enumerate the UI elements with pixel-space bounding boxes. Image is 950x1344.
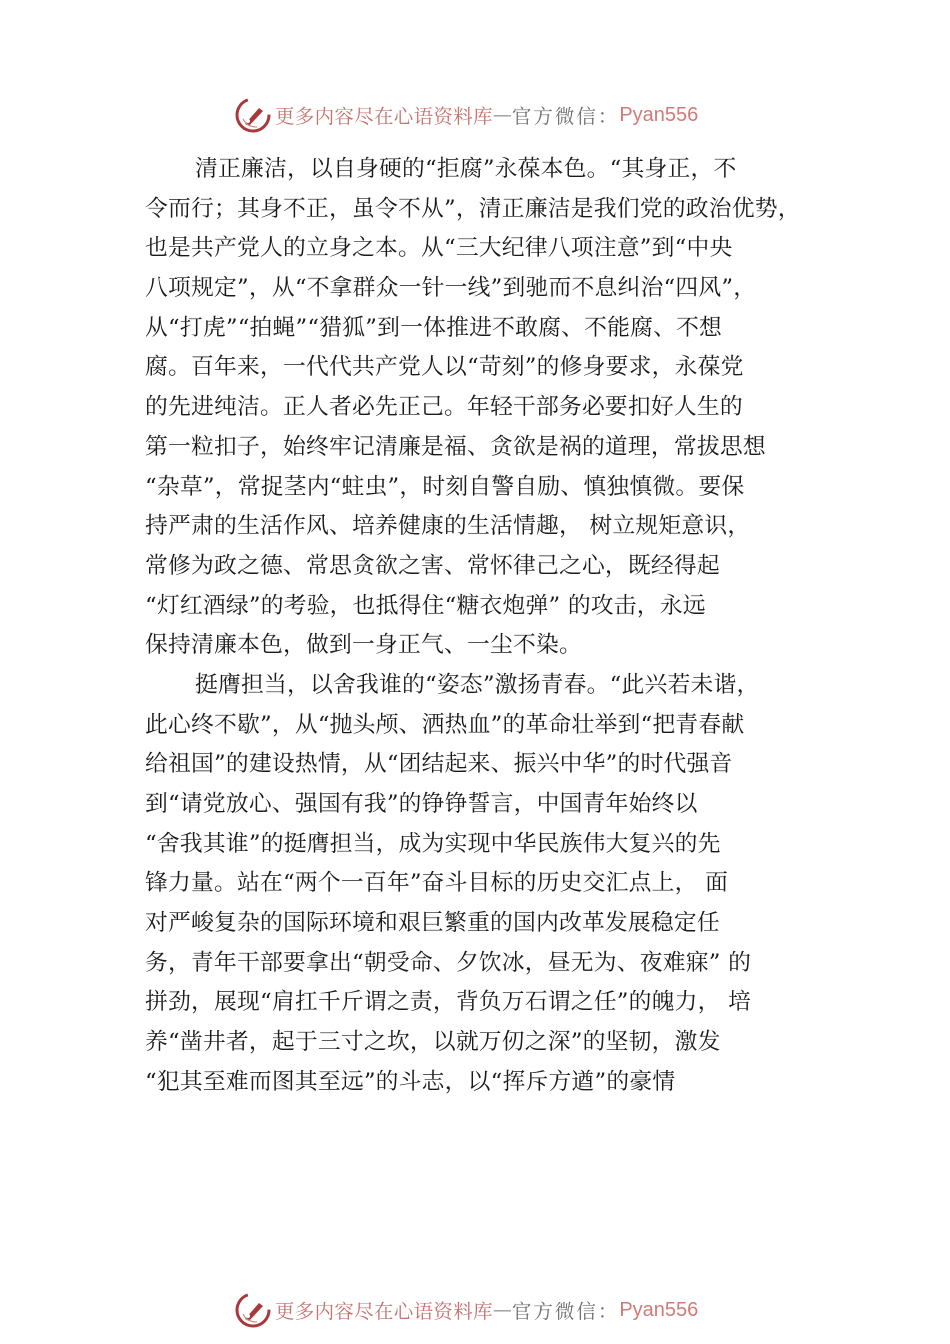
text-line: 持严肃的生活作风、培养健康的生活情趣， 树立规矩意识， <box>145 513 751 540</box>
banner-wechat-id: Pyan556 <box>619 1298 699 1321</box>
banner-dash: — <box>492 1299 512 1321</box>
header-banner <box>235 95 698 135</box>
text-line: 腐。百年来，一代代共产党人以“苛刻”的修身要求，永葆党 <box>145 354 744 381</box>
banner-wechat-label: 官方微信： <box>511 105 620 128</box>
text-line: 对严峻复杂的国际环境和艰巨繁重的国内改革发展稳定任 <box>145 910 720 937</box>
text-line: 也是共产党人的立身之本。从“三大纪律八项注意”到“中央 <box>145 235 733 262</box>
text-line: 养“凿井者，起于三寸之坎，以就万仞之深”的坚韧，激发 <box>145 1029 721 1056</box>
text-line: 挺膺担当，以舍我谁的“姿态”激扬青春。“此兴若未谐， <box>195 671 760 698</box>
text-line: 令而行；其身不正，虽令不从”，清正廉洁是我们党的政治优势， <box>145 195 801 222</box>
text-line: 到“请党放心、强国有我”的铮铮誓言，中国青年始终以 <box>145 791 698 817</box>
text-line: 八项规定”，从“不拿群众一针一线”到驰而不息纠治“四风”， <box>145 275 757 302</box>
text-line: 第一粒扣子，始终牢记清廉是福、贪欲是祸的道理，常拔思想 <box>145 433 766 460</box>
paragraph-responsibility <box>145 666 835 1103</box>
text-line: 此心终不歇”，从“抛头颅、洒热血”的革命壮举到“把青春献 <box>145 711 745 738</box>
text-line: “舍我其谁”的挺膺担当，成为实现中华民族伟大复兴的先 <box>145 830 721 857</box>
text-line: “犯其至难而图其至远”的斗志，以“挥斥方遒”的豪情 <box>145 1068 676 1095</box>
banner-brand-text: 更多内容尽在心语资料库 <box>275 1300 493 1323</box>
text-line: 从“打虎”“拍蝇”“猎狐”到一体推进不敢腐、不能腐、不想 <box>145 314 723 341</box>
text-line: 保持清廉本色，做到一身正气、一尘不染。 <box>145 632 582 659</box>
banner-wechat-id: Pyan556 <box>619 103 699 126</box>
text-line: 的先进纯洁。正人者必先正己。年轻干部务必要扣好人生的 <box>145 394 743 421</box>
text-line: 给祖国”的建设热情，从“团结起来、振兴中华”的时代强音 <box>145 751 733 778</box>
text-line: 锋力量。站在“两个一百年”奋斗目标的历史交汇点上， 面 <box>145 870 729 897</box>
document-body <box>145 150 835 1103</box>
footer-banner <box>235 1290 698 1330</box>
banner-dash: — <box>492 104 512 126</box>
text-line: 常修为政之德、常思贪欲之害、常怀律己之心，既经得起 <box>145 552 720 579</box>
quill-pen-logo-icon <box>235 97 271 133</box>
quill-pen-logo-icon <box>235 1292 271 1328</box>
banner-wechat-label: 官方微信： <box>511 1300 620 1323</box>
text-line: “灯红酒绿”的考验，也抵得住“糖衣炮弹” 的攻击，永远 <box>145 592 706 619</box>
text-line: 清正廉洁，以自身硬的“拒腐”永葆本色。“其身正，不 <box>195 156 737 182</box>
banner-brand-text: 更多内容尽在心语资料库 <box>275 105 493 128</box>
text-line: 务，青年干部要拿出“朝受命、夕饮冰，昼无为、夜难寐” 的 <box>145 949 752 976</box>
text-line: 拼劲，展现“肩扛千斤谓之责，背负万石谓之任”的魄力， 培 <box>145 989 752 1016</box>
paragraph-integrity <box>145 150 835 666</box>
text-line: “杂草”，常捉茎内“蛀虫”，时刻自警自励、慎独慎微。要保 <box>145 473 745 500</box>
